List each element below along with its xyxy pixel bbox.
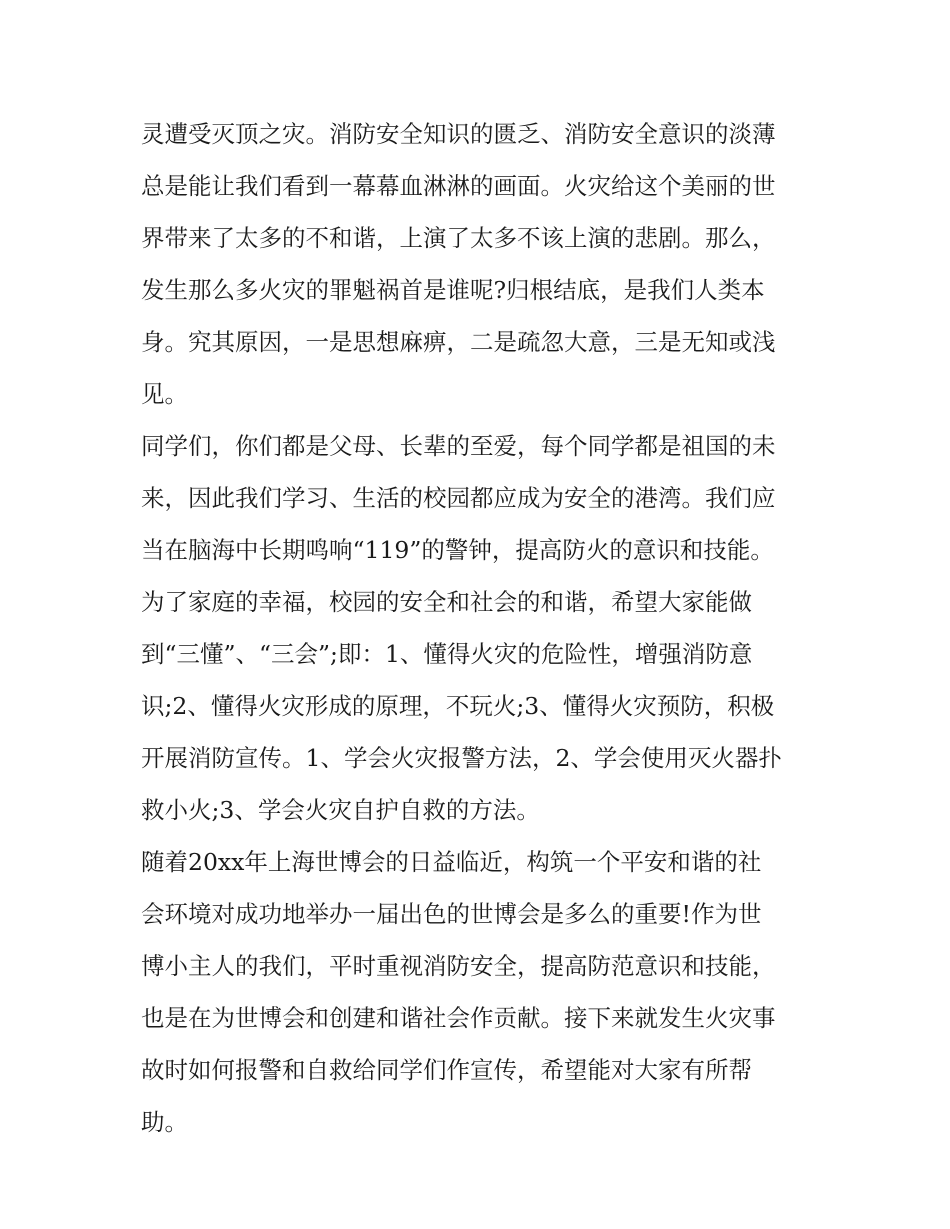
text-line: 识;2、懂得火灾形成的原理，不玩火;3、懂得火灾预防，积极: [141, 692, 775, 720]
text-line: 当在脑海中长期鸣响“119”的警钟，提高防火的意识和技能。: [141, 536, 774, 564]
document-body: [141, 108, 821, 1148]
text-line: 随着20xx年上海世博会的日益临近，构筑一个平安和谐的社: [141, 848, 762, 876]
text-line: 到“三懂”、“三会”;即：1、懂得火灾的危险性，增强消防意: [141, 640, 753, 668]
text-line: 开展消防宣传。1、学会火灾报警方法，2、学会使用灭火器扑: [141, 744, 782, 772]
text-line: 身。究其原因，一是思想麻痹，二是疏忽大意，三是无知或浅: [141, 328, 776, 356]
text-line: 也是在为世博会和创建和谐社会作贡献。接下来就发生火灾事: [141, 1004, 776, 1032]
text-line: 为了家庭的幸福，校园的安全和社会的和谐，希望大家能做: [141, 588, 752, 616]
text-line: 灵遭受灭顶之灾。消防安全知识的匮乏、消防安全意识的淡薄: [141, 120, 776, 148]
text-line: 会环境对成功地举办一届出色的世博会是多么的重要!作为世: [141, 900, 762, 928]
text-line: 总是能让我们看到一幕幕血淋淋的画面。火灾给这个美丽的世: [141, 172, 776, 200]
text-line: 界带来了太多的不和谐，上演了太多不该上演的悲剧。那么，: [141, 224, 776, 252]
text-line: 博小主人的我们，平时重视消防安全，提高防范意识和技能，: [141, 952, 776, 980]
text-line: 发生那么多火灾的罪魁祸首是谁呢?归根结底，是我们人类本: [141, 276, 765, 304]
text-line: 来，因此我们学习、生活的校园都应成为安全的港湾。我们应: [141, 484, 776, 512]
text-line: 救小火;3、学会火灾自护自救的方法。: [141, 796, 540, 824]
text-line: 助。: [141, 1108, 188, 1136]
text-line: 同学们，你们都是父母、长辈的至爱，每个同学都是祖国的未: [141, 432, 776, 460]
text-line: 见。: [141, 380, 188, 408]
text-line: 故时如何报警和自救给同学们作宣传，希望能对大家有所帮: [141, 1056, 752, 1084]
